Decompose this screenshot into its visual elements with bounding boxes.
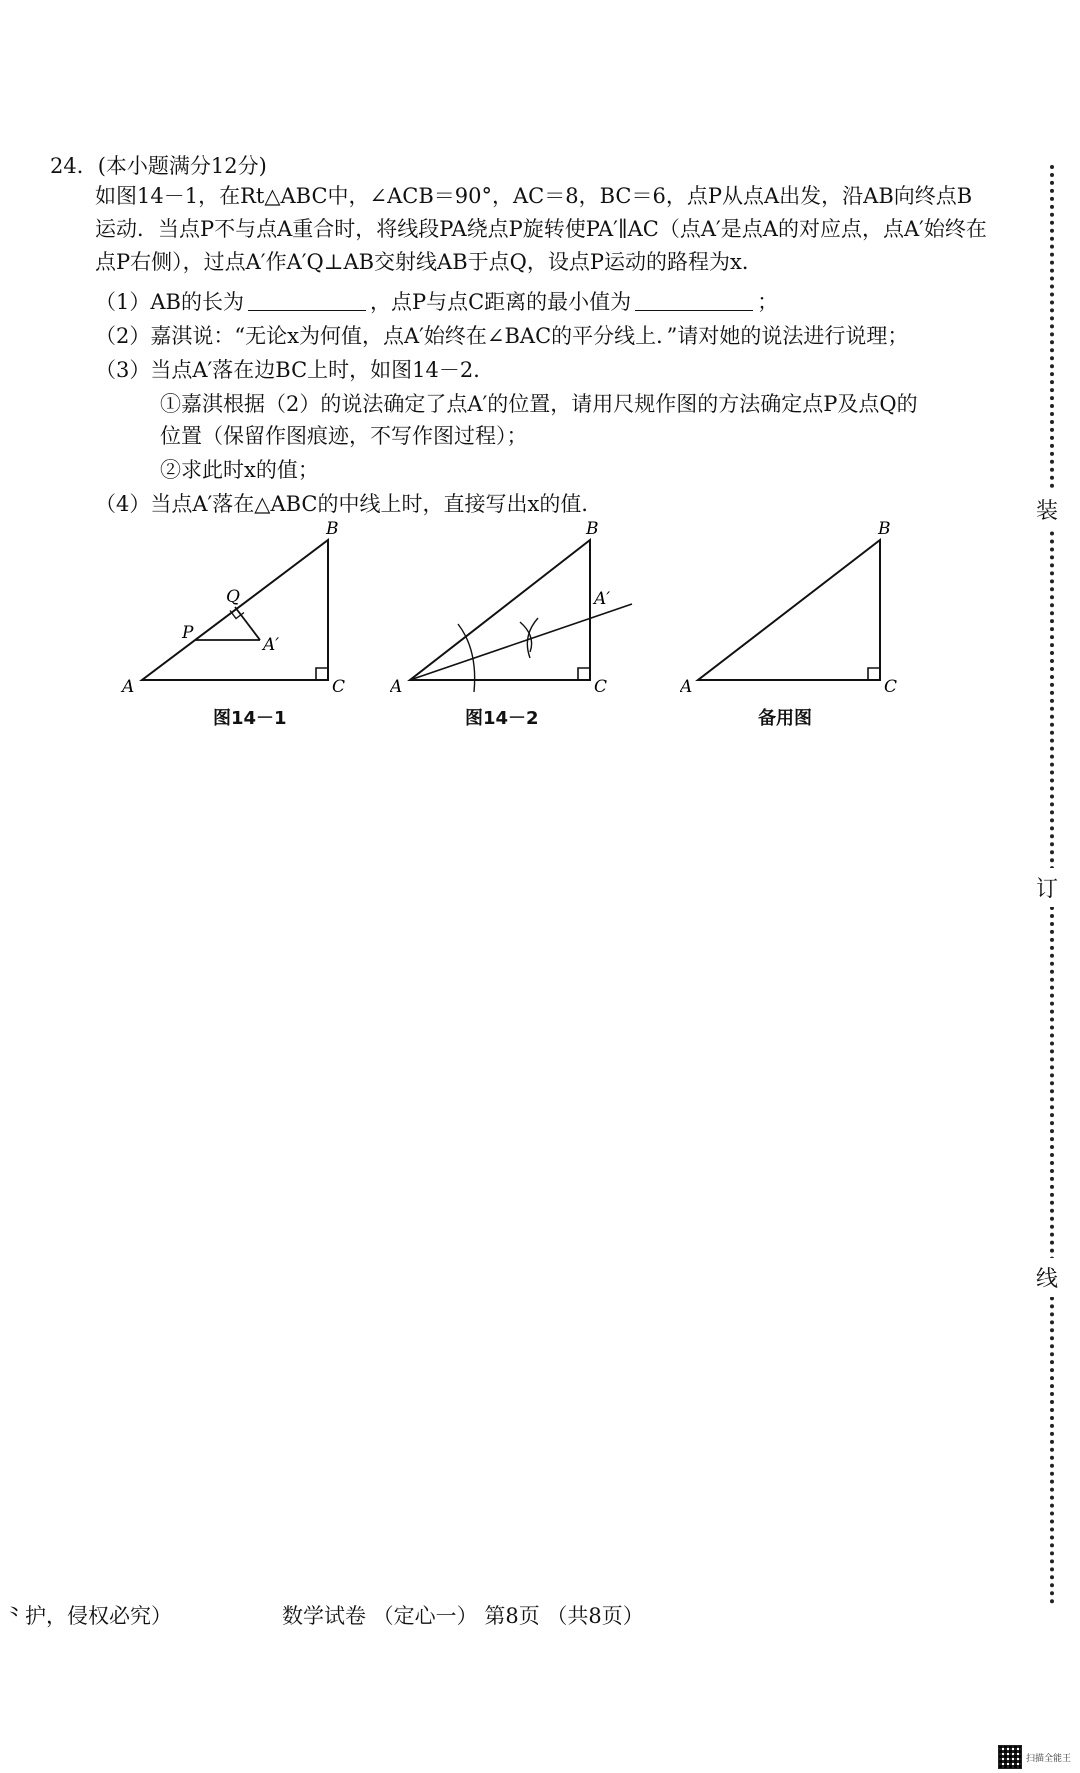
caption-fig-14-1: 图14－1	[213, 708, 287, 729]
part-1-text-a: （1）AB的长为	[95, 290, 244, 314]
figure-14-1	[120, 520, 350, 700]
label-q: Q	[226, 587, 240, 607]
scanner-badge-text: 扫描全能王	[1026, 1753, 1072, 1764]
part-4: （4）当点A′落在△ABC的中线上时，直接写出x的值．	[95, 492, 603, 516]
part-1	[95, 286, 778, 316]
label-a-prime: A′	[594, 589, 611, 609]
label-b: B	[586, 520, 599, 539]
part-1-text-c: ；	[757, 290, 779, 314]
label-a: A	[122, 677, 135, 697]
label-a: A	[390, 677, 403, 697]
right-angle-c	[868, 668, 880, 680]
answer-blank-2[interactable]	[635, 290, 753, 311]
label-c: C	[332, 677, 346, 697]
part-3-1b: 位置（保留作图痕迹，不写作图过程）；	[160, 424, 528, 448]
scanner-badge	[998, 1745, 1071, 1769]
caption-spare-figure: 备用图	[758, 708, 812, 729]
answer-blank-1[interactable]	[248, 290, 366, 311]
label-b: B	[326, 520, 339, 539]
right-angle-c	[316, 668, 328, 680]
segment-a1q	[235, 607, 260, 640]
footer-page-title: 数学试卷 （定心一） 第8页 （共8页）	[282, 1604, 644, 1628]
label-p: P	[182, 623, 194, 643]
triangle-abc	[142, 540, 328, 680]
label-c: C	[884, 677, 898, 697]
binding-label-zhuang: 装	[1036, 490, 1058, 529]
part-3-1a: ①嘉淇根据（2）的说法确定了点A′的位置，请用尺规作图的方法确定点P及点Q的	[160, 392, 918, 416]
part-3-2: ②求此时x的值；	[160, 458, 319, 482]
binding-label-xian: 线	[1036, 1258, 1058, 1297]
question-intro: 如图14－1，在Rt△ABC中，∠ACB＝90°，AC＝8，BC＝6，点P从点A出发，沿AB向终点B运动．当点P不与点A重合时，将线段PA绕点P旋转使PA′∥AC（点A′是点A的对应点，点A′始终在点P右侧），过点A′作A′Q⊥AB交射线AB于点Q，设点P运动的路程为x．	[95, 184, 987, 274]
binding-label-ding: 订	[1036, 868, 1058, 907]
footer-copyright: ⺀护，侵权必究）	[4, 1604, 172, 1628]
part-1-text-b: ，点P与点C距离的最小值为	[369, 290, 632, 314]
qr-code-icon	[998, 1745, 1022, 1769]
label-c: C	[594, 677, 608, 697]
triangle-abc	[410, 540, 590, 680]
triangle-abc	[698, 540, 880, 680]
part-2: （2）嘉淇说：“无论x为何值，点A′始终在∠BAC的平分线上．”请对她的说法进行说理；	[95, 324, 909, 348]
caption-fig-14-2: 图14－2	[465, 708, 539, 729]
compass-arc-1	[458, 624, 475, 692]
label-a: A	[680, 677, 693, 697]
part-3: （3）当点A′落在边BC上时，如图14－2．	[95, 358, 495, 382]
figure-spare	[680, 520, 920, 700]
question-header: 24．(本小题满分12分)	[50, 154, 267, 178]
figure-14-2	[390, 520, 650, 700]
right-angle-c	[578, 668, 590, 680]
label-b: B	[878, 520, 891, 539]
label-a-prime: A′	[263, 635, 280, 655]
angle-bisector-ray	[410, 604, 632, 680]
compass-arc-2	[520, 622, 532, 652]
